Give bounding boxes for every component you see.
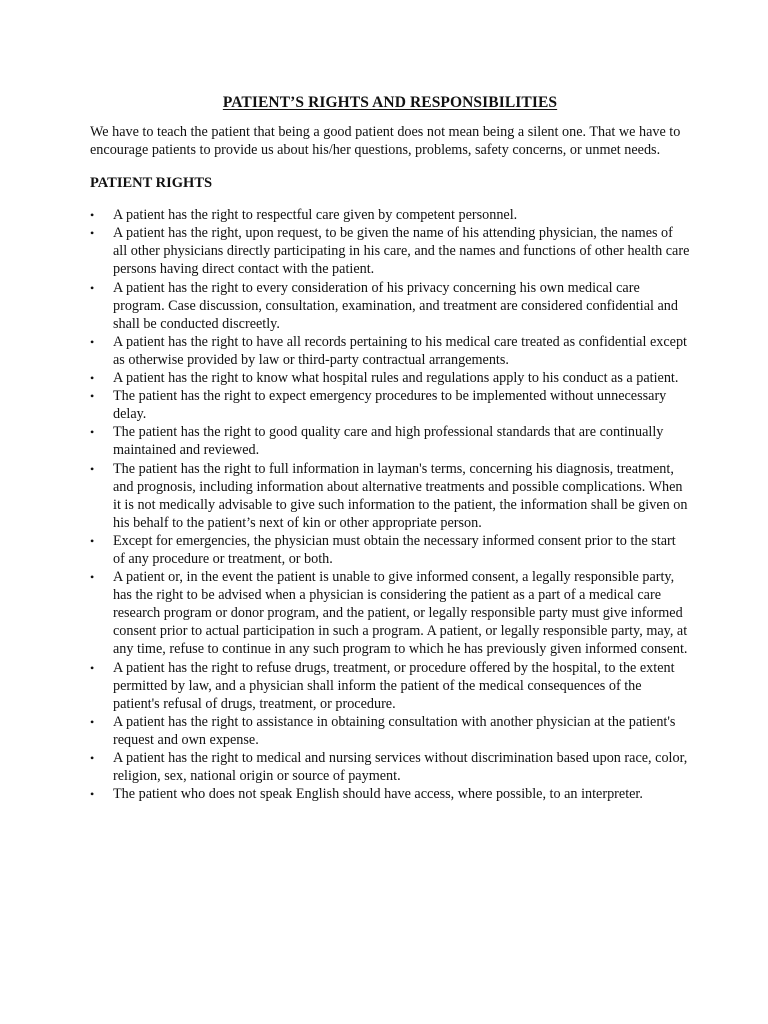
list-item — [90, 460, 690, 532]
list-item-text: The patient who does not speak English should have access, where possible, to an interpreter. — [113, 786, 643, 803]
list-item — [90, 279, 690, 333]
bullet-icon: • — [90, 751, 95, 765]
intro-paragraph: We have to teach the patient that being a good patient does not mean being a silent one. That we have to encourage patients to provide us about his/her questions, problems, safety concerns, or unmet needs. — [90, 124, 681, 159]
bullet-icon: • — [90, 389, 95, 404]
list-item — [90, 423, 690, 459]
bullet-icon: • — [90, 334, 95, 349]
bullet-icon: • — [90, 208, 95, 223]
bullet-icon: • — [90, 533, 95, 548]
list-item — [90, 333, 690, 369]
list-item-text: The patient has the right to good quality care and high professional standards that are continually maintained and reviewed. — [113, 424, 664, 459]
list-item — [90, 206, 690, 224]
list-item-text: A patient has the right to know what hospital rules and regulations apply to his conduct as a patient. — [113, 370, 679, 387]
list-item-text: A patient has the right to assistance in obtaining consultation with another physician at the patient's request and own expense. — [113, 713, 676, 748]
list-item-text: A patient has the right, upon request, to be given the name of his attending physician, the names of all other physicians directly participating in his care, and the names and functions of other health care persons having direct contact with the patient. — [113, 225, 690, 278]
bullet-icon: • — [90, 425, 95, 440]
list-item-text: A patient has the right to every consideration of his privacy concerning his own medical care program. Case discussion, consultation, examination, and treatment are considered confidential and shall be conducted discreetly. — [113, 279, 678, 332]
list-item-text: A patient has the right to have all records pertaining to his medical care treated as confidential except as otherwise provided by law or third-party contractual arrangements. — [113, 333, 687, 368]
list-item — [90, 659, 690, 713]
list-item-text: Except for emergencies, the physician must obtain the necessary informed consent prior to the start of any procedure or treatment, or both. — [113, 532, 676, 567]
bullet-icon: • — [90, 787, 95, 802]
bullet-icon: • — [90, 570, 95, 585]
list-item-text: A patient has the right to respectful care given by competent personnel. — [113, 207, 518, 224]
list-item-text: A patient has the right to medical and nursing services without discrimination based upon race, color, religion, sex, national origin or source of payment. — [113, 750, 688, 785]
list-item — [90, 387, 690, 423]
list-item-text: A patient or, in the event the patient is unable to give informed consent, a legally responsible party, has the right to be advised when a physician is considering the patient as a part of a medical care research program or donor program, and the patient, or legally responsible party must give informed consent prior to actual participation in such a program. A patient, or legally responsible party, may, at any time, refuse to continue in any such program to which he has previously given informed consent. — [113, 569, 688, 658]
bullet-icon: • — [90, 461, 95, 476]
section-heading-patient-rights: PATIENT RIGHTS — [90, 175, 213, 192]
list-item — [90, 568, 690, 658]
list-item — [90, 749, 690, 785]
bullet-icon: • — [90, 280, 95, 295]
bullet-icon: • — [90, 660, 95, 675]
list-item-text: The patient has the right to expect emergency procedures to be implemented without unnecessary delay. — [113, 388, 667, 423]
list-item-text: A patient has the right to refuse drugs, treatment, or procedure offered by the hospital, to the extent permitted by law, and a physician shall inform the patient of the medical consequences of the patient's refusal of drugs, treatment, or procedure. — [113, 659, 675, 712]
document-page — [90, 94, 690, 803]
list-item — [90, 224, 690, 278]
bullet-icon: • — [90, 371, 95, 386]
list-item — [90, 369, 690, 387]
list-item — [90, 713, 690, 749]
list-item-text: The patient has the right to full information in layman's terms, concerning his diagnosis, treatment, and prognosis, including information about alternative treatments and possible complications. When it is not medically advisable to give such information to the patient, the information shall be given on his behalf to the patient’s next of kin or other appropriate person. — [113, 460, 688, 531]
patient-rights-list — [90, 206, 690, 803]
bullet-icon: • — [90, 226, 95, 241]
list-item — [90, 532, 690, 568]
list-item — [90, 785, 690, 803]
page-title: PATIENT’S RIGHTS AND RESPONSIBILITIES — [222, 94, 558, 111]
bullet-icon: • — [90, 714, 95, 729]
